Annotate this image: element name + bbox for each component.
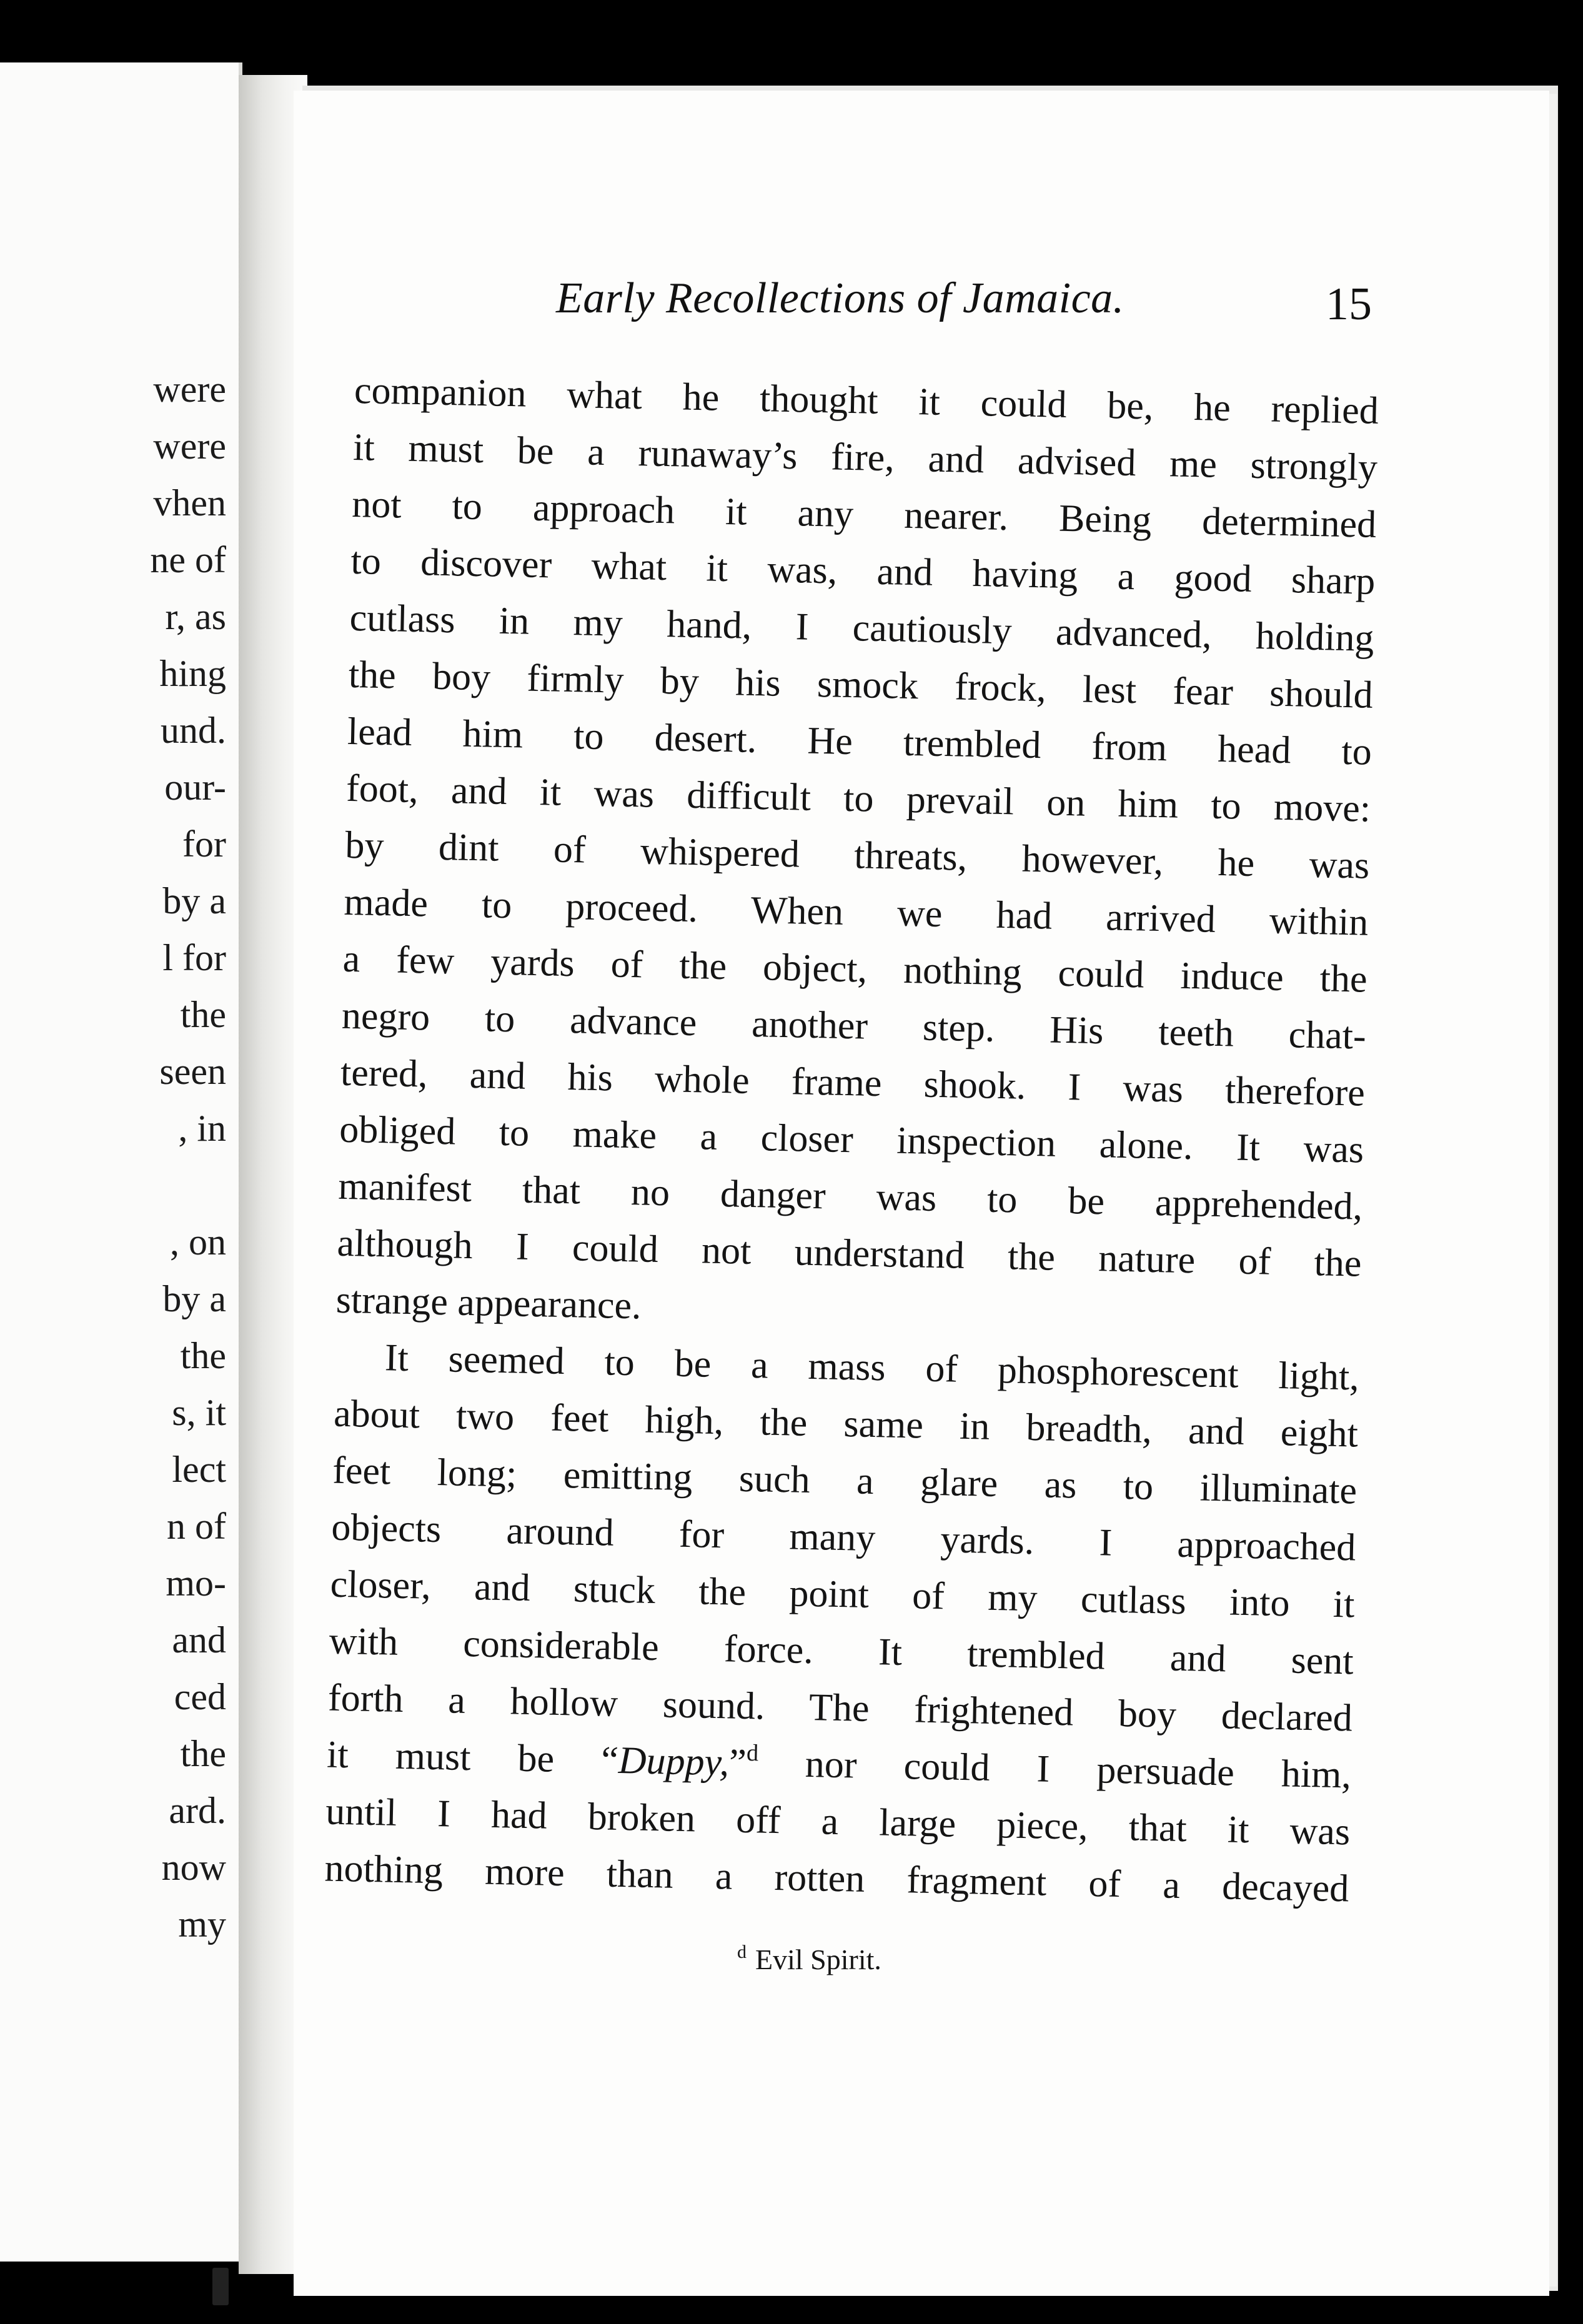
closing-quote: ”	[728, 1741, 747, 1785]
left-line: by a	[162, 880, 226, 921]
text-line: it must be a runaway’s fire, and advised me strongly	[352, 425, 1378, 489]
text-line: not to approach it any nearer. Being determined	[351, 482, 1377, 546]
left-line: lect	[172, 1449, 226, 1490]
text-line: obliged to make a closer inspection alone. It was	[339, 1108, 1364, 1171]
left-line: r, as	[165, 596, 226, 637]
text-line: closer, and stuck the point of my cutlass into it	[330, 1562, 1356, 1626]
text-line: objects around for many yards. I approached	[330, 1506, 1356, 1569]
text-line: foot, and it was difficult to prevail on him to move:	[345, 767, 1371, 830]
footnote-marker: d	[737, 1942, 747, 1962]
footnote-text: Evil Spirit.	[755, 1944, 881, 1975]
page-number: 15	[1326, 279, 1372, 330]
text-line: with considerable force. It trembled and sent	[329, 1619, 1354, 1683]
left-line: ne of	[150, 539, 226, 580]
text-line: the boy firmly by his smock frock, lest fear should	[348, 653, 1374, 717]
left-line: und.	[161, 710, 226, 751]
text-segment: nor could I persuade him,	[758, 1742, 1352, 1797]
text-line: until I had broken off a large piece, that it was	[325, 1790, 1351, 1854]
text-line: forth a hollow sound. The frightened boy declared	[327, 1676, 1353, 1740]
left-line: ard.	[169, 1790, 226, 1831]
left-line: our-	[164, 767, 226, 808]
left-line: vhen	[153, 482, 226, 524]
footnote	[737, 1943, 881, 1976]
left-page-text-fragments	[150, 361, 226, 1953]
text-segment: it must be “	[326, 1733, 619, 1782]
text-line: tered, and his whole frame shook. I was therefore	[340, 1051, 1366, 1115]
text-line: about two feet high, the same in breadth, and eight	[333, 1392, 1359, 1456]
text-line: companion what he thought it could be, he replied	[354, 369, 1379, 432]
left-line: my	[178, 1904, 226, 1945]
text-line: although I could not understand the nature of the	[337, 1221, 1362, 1285]
text-line: nothing more than a rotten fragment of a decayed	[324, 1847, 1349, 1910]
footnote-marker: d	[746, 1740, 759, 1767]
left-line: for	[182, 823, 226, 865]
text-line: lead him to desert. He trembled from head to	[347, 710, 1372, 773]
left-line: seen	[159, 1051, 226, 1092]
left-line: now	[161, 1847, 226, 1888]
scan-speck	[212, 2268, 229, 2305]
text-line: strange appearance.	[335, 1278, 642, 1328]
italic-word-duppy: Duppy,	[618, 1739, 730, 1784]
left-line: were	[153, 425, 226, 467]
left-line: , on	[170, 1221, 226, 1263]
left-line: hing	[159, 653, 226, 694]
text-line: It seemed to be a mass of phosphorescent light,	[384, 1336, 1360, 1399]
left-line: mo-	[166, 1562, 226, 1604]
left-line: the	[180, 994, 226, 1035]
text-line: feet long; emitting such a glare as to illuminate	[332, 1449, 1357, 1512]
page-edge	[1549, 94, 1557, 2287]
left-line: l for	[162, 937, 226, 978]
left-line: and	[172, 1619, 226, 1661]
text-line: manifest that no danger was to be apprehended,	[337, 1164, 1363, 1228]
left-line: s, it	[172, 1392, 226, 1433]
left-line: by a	[162, 1278, 226, 1319]
left-line-gap	[150, 1157, 226, 1214]
body-text	[324, 362, 1379, 1917]
text-line: cutlass in my hand, I cautiously advanced, holding	[349, 596, 1375, 660]
left-line: , in	[178, 1108, 226, 1149]
left-line: were	[153, 369, 226, 410]
left-page	[0, 62, 242, 2262]
text-line: by dint of whispered threats, however, he was	[344, 823, 1370, 887]
text-line: made to proceed. When we had arrived within	[343, 880, 1369, 944]
text-line: a few yards of the object, nothing could induce the	[342, 937, 1368, 1001]
left-line: the	[180, 1733, 226, 1774]
left-line: n of	[167, 1506, 226, 1547]
text-line: to discover what it was, and having a good sharp	[350, 539, 1376, 603]
running-head: Early Recollections of Jamaica.	[556, 274, 1124, 322]
left-line: the	[180, 1335, 226, 1376]
left-line: ced	[174, 1676, 226, 1717]
text-line: negro to advance another step. His teeth chat-	[341, 994, 1367, 1058]
